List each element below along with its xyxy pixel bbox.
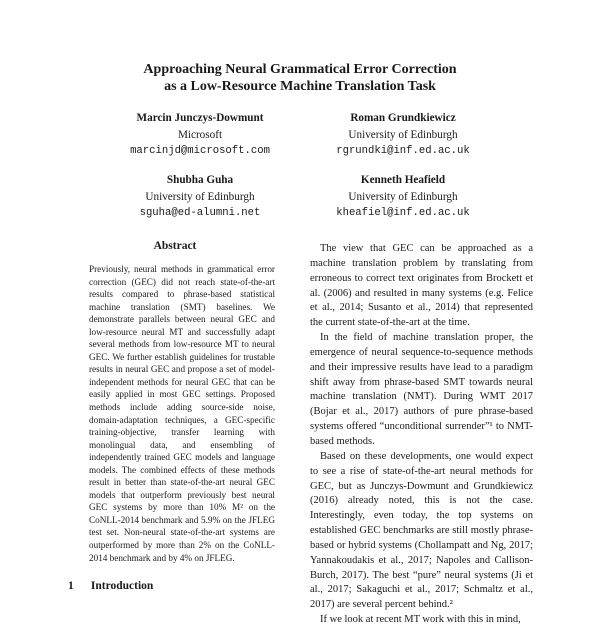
author-name: Marcin Junczys-Dowmunt xyxy=(136,112,264,124)
section-title: Introduction xyxy=(90,580,154,592)
section-heading xyxy=(68,580,153,592)
body-paragraph: In the field of machine translation proper, the emergence of neural sequence-to-sequence methods and their impressive results have lead to a paradigm shift away from phrase-based SMT towards neural machine translation (NMT). During WMT 2017 (Bojar et al., 2017) authors of pure phrase-based systems offered “unconditional surrender”¹ to NMT-based methods. xyxy=(310,332,533,447)
author-email: kheafiel@inf.ed.ac.uk xyxy=(336,207,470,219)
author-affiliation: Microsoft xyxy=(177,128,223,141)
title-line-2: as a Low-Resource Machine Translation Task xyxy=(164,79,436,94)
body-paragraph: The view that GEC can be approached as a machine translation problem by translating from erroneous to correct text originates from Brockett et al. (2006) and resulted in many systems (e.g. Felice et al., 2014; Susanto et al., 2014) that represented the current state-of-the-art at the time. xyxy=(310,243,533,329)
author-affiliation: University of Edinburgh xyxy=(145,190,255,203)
abstract-heading: Abstract xyxy=(153,240,197,252)
title-line-1: Approaching Neural Grammatical Error Correction xyxy=(143,62,457,77)
author-affiliation: University of Edinburgh xyxy=(348,190,458,203)
author-email: marcinjd@microsoft.com xyxy=(130,145,270,157)
author-affiliation: University of Edinburgh xyxy=(348,128,458,141)
body-paragraph: If we look at recent MT work with this in mind, xyxy=(320,614,521,626)
section-number: 1 xyxy=(68,580,74,592)
author-email: rgrundki@inf.ed.ac.uk xyxy=(336,145,470,157)
author-name: Shubha Guha xyxy=(166,174,234,186)
body-paragraph: Based on these developments, one would expect to see a rise of state-of-the-art neural methods for GEC, but as Junczys-Dowmunt and Grundkiewicz (2016) already noted, this is not the case. Interestingly, even today, the top systems on established GEC benchmarks are still mostly phrase-based or hybrid systems (Chollampatt and Ng, 2017; Yannakoudakis et al., 2017; Napoles and Callison-Burch, 2017). The best “pure” neural systems (Ji et al., 2017; Sakaguchi et al., 2017; Schmaltz et al., 2017) are several percent behind.² xyxy=(310,450,533,611)
body-column xyxy=(310,242,533,628)
author-block xyxy=(85,110,315,160)
author-block xyxy=(85,172,315,222)
author-block xyxy=(288,172,518,222)
author-email: sguha@ed-alumni.net xyxy=(139,207,261,219)
paper-title xyxy=(0,61,600,95)
abstract-text: Previously, neural methods in grammatical error correction (GEC) did not reach state-of-the-art results compared to phrase-based statistical machine translation (SMT) baselines. We demonstrate parallels between neural GEC and low-resource neural MT and successfully adapt several methods from low-resource MT to neural GEC. We further establish guidelines for trustable results in neural GEC and propose a set of model-independent methods for neural GEC that can be easily applied in most GEC settings. Proposed methods include adding source-side noise, domain-adaptation techniques, a GEC-specific training-objective, transfer learning with monolingual data, and ensembling of independently trained GEC models and language models. The combined effects of these methods result in better than state-of-the-art neural GEC models that outperform previously best neural GEC systems by more than 10% M² on the CoNLL-2014 benchmark and 5.9% on the JFLEG test set. Non-neural state-of-the-art systems are outperformed by more than 2% on the CoNLL-2014 benchmark and by 4% on JFLEG. xyxy=(89,264,275,563)
author-block xyxy=(288,110,518,160)
author-name: Roman Grundkiewicz xyxy=(350,112,456,124)
author-name: Kenneth Heafield xyxy=(360,174,446,186)
